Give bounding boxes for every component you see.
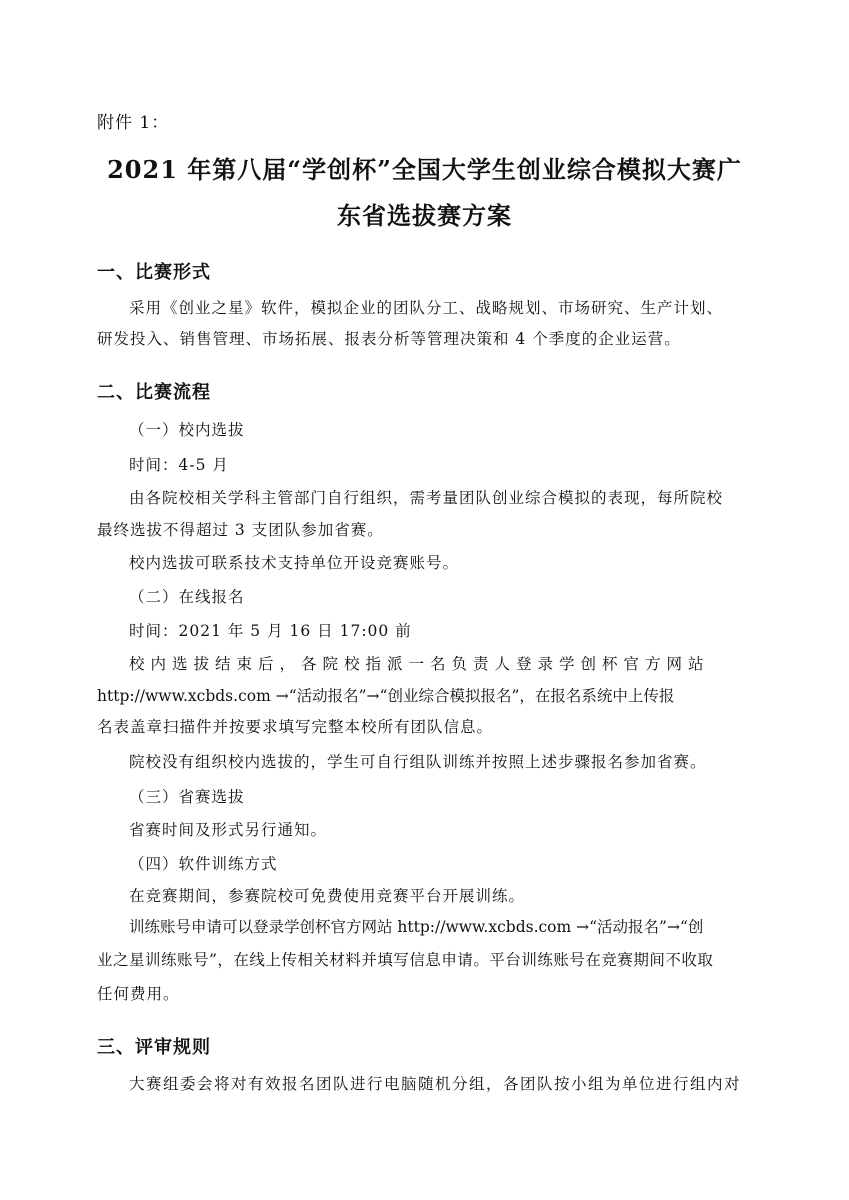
document-title-line-2: 东省选拔赛方案 bbox=[337, 201, 512, 230]
section1-paragraph-line-2: 研发投入、销售管理、市场拓展、报表分析等管理决策和 4 个季度的企业运营。 bbox=[97, 330, 681, 348]
document-title-line-1: 2021 年第八届“学创杯”全国大学生创业综合模拟大赛广 bbox=[107, 155, 742, 184]
online-registration-paragraph-line-2: http://www.xcbds.com →“活动报名”→“创业综合模拟报名”，在报名系统中上传报 bbox=[97, 687, 675, 705]
online-registration-time: 时间：2021 年 5 月 16 日 17:00 前 bbox=[129, 622, 412, 640]
provincial-selection-note: 省赛时间及形式另行通知。 bbox=[129, 821, 328, 839]
section-heading-competition-process: 二、比赛流程 bbox=[97, 382, 211, 403]
software-training-paragraph-2-line-3: 任何费用。 bbox=[97, 985, 180, 1003]
attachment-label: 附件 1： bbox=[97, 113, 170, 133]
software-training-paragraph-1: 在竞赛期间，参赛院校可免费使用竞赛平台开展训练。 bbox=[129, 887, 526, 905]
section-heading-review-rules: 三、评审规则 bbox=[97, 1037, 211, 1058]
online-registration-self-organized-note: 院校没有组织校内选拔的，学生可自行组队训练并按照上述步骤报名参加省赛。 bbox=[129, 753, 707, 771]
software-training-paragraph-2-line-2: 业之星训练账号”，在线上传相关材料并填写信息申请。平台训练账号在竞赛期间不收取 bbox=[97, 951, 714, 969]
campus-selection-account-note: 校内选拔可联系技术支持单位开设竞赛账号。 bbox=[129, 554, 460, 572]
subsection-title-software-training: （四）软件训练方式 bbox=[129, 855, 278, 873]
section1-paragraph-line-1: 采用《创业之星》软件，模拟企业的团队分工、战略规划、市场研究、生产计划、 bbox=[129, 299, 724, 317]
online-registration-paragraph-line-1: 校内选拔结束后，各院校指派一名负责人登录学创杯官方网站 bbox=[129, 655, 710, 673]
campus-selection-paragraph-line-1: 由各院校相关学科主管部门自行组织，需考量团队创业综合模拟的表现，每所院校 bbox=[129, 489, 724, 507]
campus-selection-time: 时间：4-5 月 bbox=[129, 456, 229, 474]
campus-selection-paragraph-line-2: 最终选拔不得超过 3 支团队参加省赛。 bbox=[97, 521, 384, 539]
online-registration-paragraph-line-3: 名表盖章扫描件并按要求填写完整本校所有团队信息。 bbox=[97, 718, 494, 736]
subsection-title-online-registration: （二）在线报名 bbox=[129, 588, 245, 606]
review-rules-paragraph-line-1: 大赛组委会将对有效报名团队进行电脑随机分组，各团队按小组为单位进行组内对 bbox=[129, 1075, 742, 1093]
software-training-paragraph-2-line-1: 训练账号申请可以登录学创杯官方网站 http://www.xcbds.com →“活动报名”→“创 bbox=[129, 918, 704, 936]
subsection-title-campus-selection: （一）校内选拔 bbox=[129, 421, 245, 439]
section-heading-competition-format: 一、比赛形式 bbox=[97, 262, 211, 283]
subsection-title-provincial-selection: （三）省赛选拔 bbox=[129, 788, 245, 806]
